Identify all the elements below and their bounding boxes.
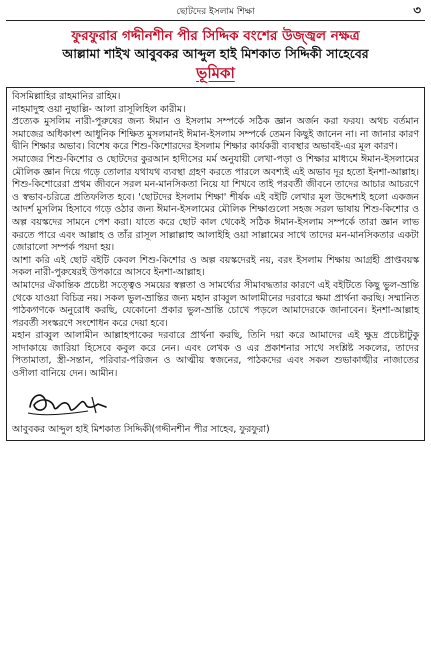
author-name: আবুবকর আব্দুল হাই মিশকাত সিদ্দিকী(গদ্দীনশীন পীর সাহেব, ফুরফুরা)	[12, 423, 270, 435]
paragraph-4: আমাদের ঐকান্তিক প্রচেষ্টা সত্ত্বেও সময়ের স্বল্পতা ও সামর্থ্যের সীমাবদ্ধতার কারণে এই বইটিতে কিছু ভুল-ভ্রান্তি থেকে যাওয়া বিচিত্র নয়। সকল ভুল-ভ্রান্তির জন্য মহান রাব্বুল আলামীনের দরবারে ক্ষমা প্রার্থনা করছি। সম্মানিত পাঠকগণকে অনুরোধ করছি, যেকোনো প্রকার ভুল-ভ্রান্তি চোখে পড়লে আমাদেরকে জানাবেন। ইনশা-আল্লাহ পরবর্তী সংস্করণে সংশোধন করে দেয়া হবে।	[12, 279, 419, 329]
paragraph-salutation: নাহমাদুহু ওয়া নুছাল্লি- আলা রাসূলিহিল কারীম।	[12, 103, 186, 115]
section-title: ভূমিকা	[196, 64, 235, 82]
paragraph-1: প্রত্যেক মুসলিম নারী-পুরুষের জন্য ঈমান ও ইসলাম সম্পর্কে সঠিক জ্ঞান অর্জন করা ফরয। অথচ বর্তমান সমাজের অধিকাংশ আধুনিক শিক্ষিত মুসলমানই ঈমান-ইসলাম সম্পর্কে তেমন কিছুই জানেন না। না জানার কারণ দ্বীনি শিক্ষার অভাব। বিশেষ করে শিশু-কিশোরদের ইসলাম শিক্ষার কার্যকরী ব্যবস্থার অভাবই-এর মূল কারণ।	[12, 116, 419, 153]
paragraph-2: সমাজের শিশু-কিশোর ও ছোটদের কুরআন হাদীসের মর্ম অনুযায়ী লেখা-পড়া ও শিক্ষার মাধ্যমে ঈমান-ইসলামের মৌলিক জ্ঞান দিয়ে গড়ে তোলার যথাযথ ব্যবস্থা গ্রহণ করতে পারলে অবশ্যই এই অভাব দূর হতো ইনশা-আল্লাহ। শিশু-কিশোরেরা প্রথম জীবনে সরল মন-মানসিকতা নিয়ে যা শিখবে তাই পরবর্তী জীবনে তাদের আচার আচরণে ও স্বভাব-চরিত্রে প্রতিফলিত হবে। 'ছোটদের ইসলাম শিক্ষা' শীর্ষক এই বইটি লেখার মূল উদ্দেশ্যই হলো একজন আদর্শ মুসলিম হিসাবে গড়ে ওঠার জন্য ঈমান-ইসলামের মৌলিক শিক্ষাগুলো সহজ সরল ভাষায় শিশু-কিশোর ও অল্প বয়স্কদের সামনে পেশ করা। যাতে করে ছোট কাল থেকেই সঠিক ঈমান-ইসলাম সম্পর্কে তারা জ্ঞান লাভ করতে পারে এবং আল্লাহ ও তাঁর রাসূল সাল্লাল্লাহু আলাইহি ওয়া সাল্লামের সাথে তাদের মন-মানসিকতার একটা জোরালো সম্পর্ক পয়দা হয়।	[12, 153, 419, 254]
signature-image	[22, 383, 419, 423]
banner-line-1: ফুরফুরার গদ্দীনশীন পীর সিদ্দিক বংশের উজ্জ্বল নক্ষত্র	[71, 28, 360, 44]
signature-scribble	[22, 383, 112, 423]
running-header	[6, 0, 425, 21]
preface-text-box	[6, 87, 425, 441]
paragraph-5: মহান রাব্বুল আলামীন আল্লাহপাকের দরবারে প্রার্থনা করছি, তিনি দয়া করে আমাদের এই ক্ষুদ্র প্রচেষ্টাটুকু সাদাকায়ে জারিয়া হিসেবে কবুল করে নেন। এবং লেখক ও এর প্রকাশনার সাথে সংশ্লিষ্ট সকলের, তাদের পিতামাতা, স্ত্রী-সন্তান, পরিবার-পরিজন ও আত্মীয় স্বজনের, পাঠকদের এবং সকল শুভাকাঙ্খীর নাজাতের ওসীলা বানিয়ে দেন। আমীন।	[12, 330, 419, 380]
paragraph-3: আশা করি এই ছোট বইটি কেবল শিশু-কিশোর ও অল্প বয়স্কদেরই নয়, বরং ইসলাম শিক্ষায় আগ্রহী প্রাপ্তবয়স্ক সকল নারী-পুরুষেরই উপকারে আসবে ইনশা-আল্লাহ।	[12, 254, 419, 279]
banner-line-2: আল্লামা শাইখ আবুবকর আব্দুল হাই মিশকাত সিদ্দিকী সাহেবের	[62, 46, 369, 61]
book-title: ছোটদের ইসলাম শিক্ষা	[176, 7, 255, 17]
title-banner	[6, 27, 425, 83]
page-number: ৩	[413, 3, 421, 17]
paragraph-basmala: বিসমিল্লাহির রাহমানির রাহিম।	[12, 91, 121, 102]
